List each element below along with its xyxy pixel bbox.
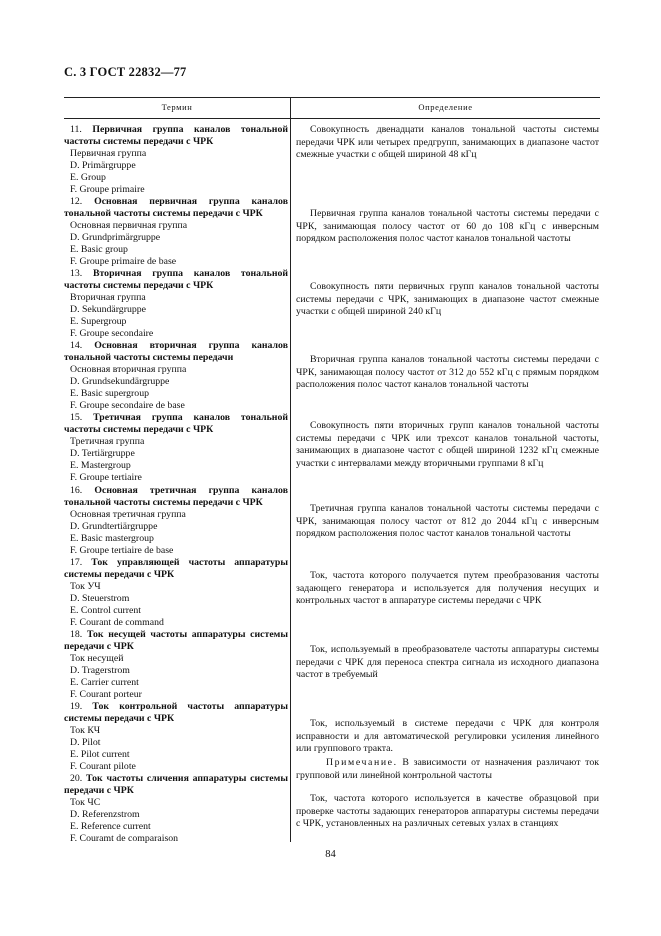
definition-19: Ток, используемый в системе передачи с ЧРК для контроля исправности и для автоматической регулировки усиления линейного или группового тракта. — [296, 718, 599, 755]
term-ru: Вторичная группа — [70, 291, 146, 303]
term-title — [64, 412, 288, 436]
term-title — [64, 268, 288, 292]
term-ru: Первичная группа — [70, 147, 147, 159]
term-name: Ток частоты сличения аппаратуры системы передачи с ЧРК — [64, 773, 288, 796]
term-title — [64, 485, 288, 509]
definition-20: Ток, частота которого используется в качестве образцовой при проверке частоты задающих генераторов аппаратуры системы передачи с ЧРК, установленных на различных сетевых узлах в станциях — [296, 793, 599, 830]
term-ru: Ток УЧ — [70, 580, 101, 592]
note-text: В зависимости от назначения различают ток групповой или линейной контрольной частоты — [296, 757, 599, 781]
term-title — [64, 701, 288, 725]
term-entry-12 — [64, 196, 288, 267]
term-name: Ток управляющей частоты аппаратуры системы передачи с ЧРК — [64, 557, 289, 580]
term-number: 17. — [70, 557, 83, 568]
term-en: E. Group — [70, 171, 106, 183]
term-name: Основная вторичная группа каналов тональной частоты системы передачи — [64, 340, 288, 363]
term-name: Третичная группа каналов тональной частоты системы передачи с ЧРК — [64, 412, 288, 435]
term-fr: F. Groupe tertiaire de base — [70, 544, 174, 556]
term-en: E. Control current — [70, 604, 142, 616]
term-number: 12. — [70, 196, 83, 207]
term-number: 16. — [70, 485, 83, 496]
definition-17: Ток, частота которого получается путем преобразования частоты задающего генератора и используется для получения несущих и контрольных частот в аппаратуре системы передачи с ЧРК — [296, 570, 599, 607]
term-en: E. Pilot current — [70, 748, 130, 760]
note-19 — [296, 757, 599, 782]
term-entry-16 — [64, 485, 288, 556]
term-de: D. Pilot — [70, 736, 101, 748]
term-ru: Ток ЧС — [70, 796, 101, 808]
definition-15: Совокупность пяти вторичных групп каналов тональной частоты системы передачи с ЧРК или трехсот каналов тональной частоты, занимающих в диапазоне частот с общей шириной 1232 кГц смежные участки с интервалами между вторичными группами 8 кГц — [296, 420, 599, 469]
term-ru: Основная вторичная группа — [70, 363, 187, 375]
term-title — [64, 196, 288, 220]
term-fr: F. Groupe secondaire de base — [70, 399, 185, 411]
definition-11: Совокупность двенадцати каналов тональной частоты системы передачи ЧРК или четырех предгрупп, занимающих в диапазоне частот смежные участки с общей шириной 48 кГц — [296, 124, 599, 161]
term-fr: F. Courant pilote — [70, 760, 136, 772]
term-name: Ток контрольной частоты аппаратуры системы передачи с ЧРК — [64, 701, 288, 724]
term-en: E. Mastergroup — [70, 459, 131, 471]
term-ru: Ток несущей — [70, 652, 124, 664]
term-number: 11. — [70, 124, 82, 135]
term-fr: F. Groupe tertiaire — [70, 471, 142, 483]
definition-12: Первичная группа каналов тональной частоты системы передачи с ЧРК, занимающая полосу частот от 60 до 108 кГц с инверсным порядком расположения полос частот каналов тональной частоты — [296, 208, 599, 245]
term-number: 18. — [70, 629, 83, 640]
term-entry-13 — [64, 268, 288, 339]
term-fr: F. Groupe secondaire — [70, 327, 154, 339]
term-en: E. Basic supergroup — [70, 387, 149, 399]
term-en: E. Reference current — [70, 820, 151, 832]
term-en: E. Supergroup — [70, 315, 127, 327]
term-name: Ток несущей частоты аппаратуры системы передачи с ЧРК — [64, 629, 289, 652]
definition-18: Ток, используемый в преобразователе частоты аппаратуры системы передачи с ЧРК для переноса спектра сигнала из исходного диапазона частот в требуемый — [296, 644, 599, 681]
column-header-definition: Определение — [418, 102, 473, 112]
term-entry-19 — [64, 701, 288, 772]
term-fr: F. Courant de command — [70, 616, 164, 628]
definition-16: Третичная группа каналов тональной частоты системы передачи с ЧРК, занимающая полосу частот от 812 до 2044 кГц с инверсным порядком расположения полос частот каналов тональной частоты — [296, 503, 599, 540]
note-label: Примечание. — [326, 757, 398, 768]
term-title — [64, 629, 288, 653]
term-name: Основная первичная группа каналов тональной частоты системы передачи с ЧРК — [64, 196, 288, 219]
term-de: D. Primärgruppe — [70, 159, 136, 171]
term-number: 15. — [70, 412, 83, 423]
term-de: D. Referenzstrom — [70, 808, 140, 820]
term-title — [64, 773, 288, 797]
term-en: E. Basic mastergroup — [70, 532, 154, 544]
term-entry-18 — [64, 629, 288, 700]
term-fr: F. Groupe primaire de base — [70, 255, 177, 267]
term-de: D. Grundtertiärgruppe — [70, 520, 158, 532]
term-title — [64, 557, 288, 581]
term-number: 14. — [70, 340, 83, 351]
term-ru: Основная первичная группа — [70, 219, 188, 231]
definition-14: Вторичная группа каналов тональной частоты системы передачи с ЧРК, занимающая полосу частот от 312 до 552 кГц с прямым порядком расположения полос частот каналов тональной частоты — [296, 354, 599, 391]
column-divider — [290, 97, 291, 842]
term-entry-11 — [64, 124, 288, 195]
page-header: С. 3 ГОСТ 22832—77 — [64, 65, 187, 79]
term-fr: F. Courant porteur — [70, 688, 142, 700]
definition-13: Совокупность пяти первичных групп каналов тональной частоты системы передачи с ЧРК, занимающих в диапазоне частот смежные участки с общей шириной 240 кГц — [296, 281, 599, 318]
term-name: Основная третичная группа каналов тональной частоты системы передачи с ЧРК — [64, 485, 289, 508]
term-de: D. Tertiärgruppe — [70, 447, 135, 459]
term-number: 20. — [70, 773, 83, 784]
term-de: D. Grundprimärgruppe — [70, 231, 161, 243]
term-ru: Ток КЧ — [70, 724, 101, 736]
page-number: 84 — [325, 849, 336, 860]
term-title — [64, 340, 288, 364]
term-entry-17 — [64, 557, 288, 628]
term-de: D. Steuerstrom — [70, 592, 130, 604]
term-de: D. Grundsekundärgruppe — [70, 375, 170, 387]
header-rule — [64, 118, 600, 119]
term-de: D. Tragerstrom — [70, 664, 130, 676]
term-name: Первичная группа каналов тональной частоты системы передачи с ЧРК — [64, 124, 288, 147]
column-header-term: Термин — [161, 102, 193, 112]
term-ru: Основная третичная группа — [70, 508, 186, 520]
term-entry-14 — [64, 340, 288, 411]
term-entry-20 — [64, 773, 288, 844]
term-ru: Третичная группа — [70, 435, 145, 447]
term-number: 19. — [70, 701, 83, 712]
term-name: Вторичная группа каналов тональной частоты системы передачи с ЧРК — [64, 268, 289, 291]
term-title — [64, 124, 288, 148]
term-number: 13. — [70, 268, 83, 279]
term-en: E. Carrier current — [70, 676, 139, 688]
term-fr: F. Groupe primaire — [70, 183, 145, 195]
term-en: E. Basic group — [70, 243, 128, 255]
term-entry-15 — [64, 412, 288, 483]
table-top-rule — [64, 97, 600, 98]
term-de: D. Sekundärgruppe — [70, 303, 147, 315]
term-fr: F. Couramt de comparaison — [70, 832, 179, 844]
